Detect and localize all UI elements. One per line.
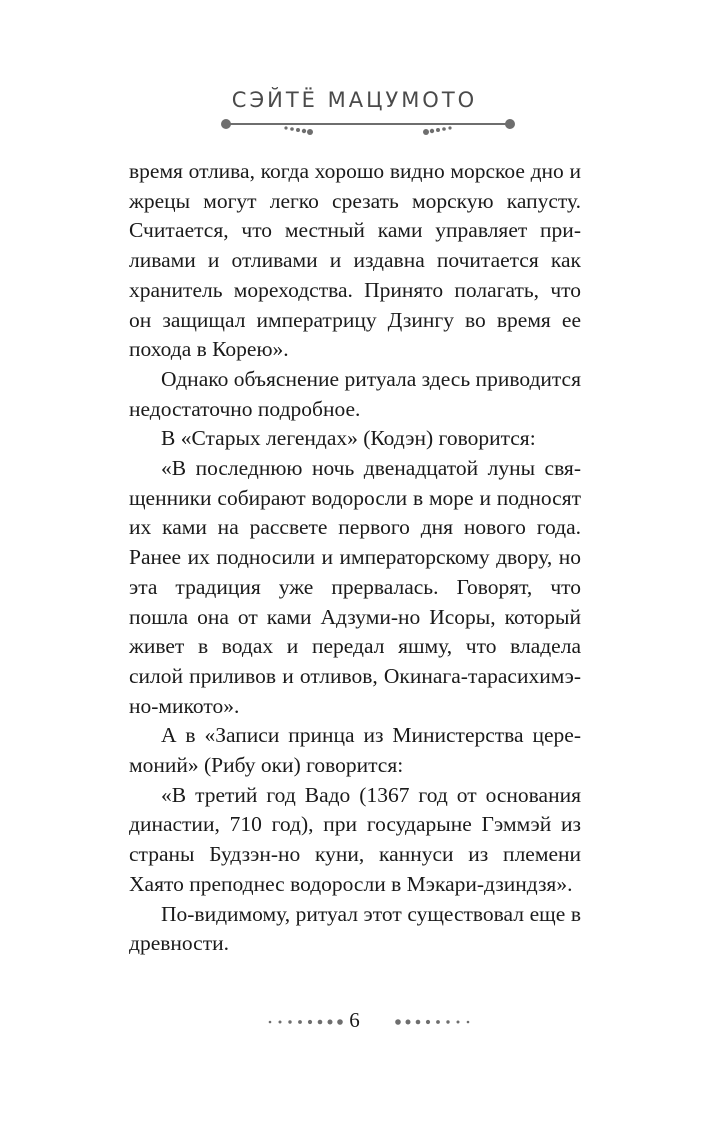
paragraph-2: Однако объяснение ритуала здесь приводится недостаточно подробное. <box>129 366 581 421</box>
page-number: 6 <box>349 1008 360 1032</box>
paragraph-3: В «Старых легендах» (Кодэн) говорится: <box>161 426 536 451</box>
paragraph-7: По-видимому, ритуал этот существовал еще в древности. <box>129 901 581 956</box>
paragraph-4-quote: «В последнюю ночь двенадцатой луны священники собирают водоросли в море и подносят их ками на рассвете первого дня нового года. Ранее их подносили и императорскому двору, но эта традиция уже прервалась. Говорят, что пошла она от ками Адзуми-но Исоры, который живет в водах и передал яшму, что владела силой приливов и отливов, Окинага-тарасихимэ-но-микото». <box>129 456 581 718</box>
paragraph-5: А в «Записи принца из Министерства церемоний» (Рибу оки) говорится: <box>129 723 581 778</box>
header-ornament <box>218 114 518 138</box>
running-title: СЭЙТЁ МАЦУМОТО <box>231 88 478 112</box>
paragraph-6-quote: «В третий год Вадо (1367 год от основания династии, 710 год), при государыне Гэммэй из страны Будзэн-но куни, каннуси из племени Хаято преподнес водоросли в Мэкари-дзиндзя». <box>129 782 581 896</box>
paragraph-1: время отлива, когда хорошо видно морское дно и жрецы могут легко срезать морскую капусту. Считается, что местный ками управляет приливами и отливами и издавна почитается как хранитель мореходства. Принято полагать, что он защищал императрицу Дзингу во время ее похода в Корею». <box>129 159 581 362</box>
footer-ornament-right <box>392 1014 472 1030</box>
body-text <box>129 157 581 959</box>
